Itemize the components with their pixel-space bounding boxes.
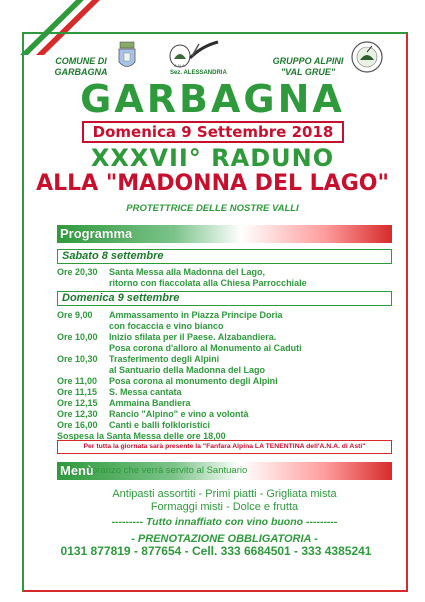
event-date: Domenica 9 Settembre 2018 bbox=[92, 123, 334, 141]
time: Ore 10,30 bbox=[57, 354, 98, 364]
time: Ore 9,00 bbox=[57, 310, 93, 320]
time: Ore 11,00 bbox=[57, 376, 98, 386]
menu-label: Menù bbox=[60, 463, 94, 478]
time: Ore 16,00 bbox=[57, 420, 98, 430]
phone-numbers: 0131 877819 - 877654 - Cell. 333 6684501 - 333 4385241 bbox=[60, 544, 372, 558]
program-row: Ore 16,00 Canti e balli folkloristici bbox=[57, 420, 211, 430]
program-row: Ore 10,30 Trasferimento degli Alpini al Santuario della Madonna del Lago bbox=[57, 354, 266, 375]
menu-tutto: --------- Tutto innaffiato con vino buono --------- bbox=[111, 516, 338, 528]
program-row: Ore 10,00 Inizio sfilata per il Paese. Alzabandiera. Posa corona d'alloro al Monumento ai Caduti bbox=[57, 332, 302, 353]
time: Ore 10,00 bbox=[57, 332, 98, 342]
ana-logo-text: A.N.A. bbox=[174, 63, 186, 68]
program-row: Ore 12,15 Ammaina Bandiera bbox=[57, 398, 191, 408]
programma-label: Programma bbox=[60, 226, 133, 241]
ana-hat-feather-icon bbox=[168, 40, 220, 70]
menu-line-2: Formaggi misti - Dolce e frutta bbox=[150, 501, 299, 513]
domenica-heading: Domenica 9 settembre bbox=[57, 291, 392, 306]
time: Ore 20,30 bbox=[57, 267, 98, 277]
main-title: GARBAGNA bbox=[80, 77, 345, 121]
time: Ore 12,30 bbox=[57, 409, 98, 419]
subtitle: PROTETTRICE DELLE NOSTRE VALLI bbox=[126, 203, 299, 214]
prenotazione: - PRENOTAZIONE OBBLIGATORIA - bbox=[131, 533, 318, 545]
raduno-title: XXXVII° RADUNO bbox=[90, 144, 335, 172]
comune-coat-of-arms-icon bbox=[116, 40, 138, 74]
menu-intro: pranzo che verrà servito al Santuario bbox=[92, 465, 248, 476]
sospesa-note: Sospesa la Santa Messa delle ore 18,00 bbox=[57, 431, 226, 441]
program-row: Ore 12,30 Rancio "Alpino" e vino a volontà bbox=[57, 409, 249, 419]
program-row: Ore 11,00 Posa corona al monumento degli Alpini bbox=[57, 376, 278, 386]
ana-logo bbox=[168, 40, 220, 70]
menu-line-1: Antipasti assortiti - Primi piatti - Grigliata mista bbox=[112, 488, 337, 500]
program-row: Ore 9,00 Ammassamento in Piazza Principe Doria con focaccia e vino bianco bbox=[57, 310, 283, 331]
sabato-heading: Sabato 8 settembre bbox=[57, 249, 392, 264]
ana-section-label: Sez. ALESSANDRIA bbox=[170, 70, 227, 76]
event-date-box bbox=[82, 121, 344, 143]
time: Ore 11,15 bbox=[57, 387, 98, 397]
fanfara-notice: Per tutta la giornata sarà presente la "Fanfara Alpina LA TENENTINA dell'A.N.A. di Asti" bbox=[57, 440, 392, 454]
time: Ore 12,15 bbox=[57, 398, 98, 408]
madonna-title: ALLA "MADONNA DEL LAGO" bbox=[36, 171, 389, 196]
sabato-row: Ore 20,30 Santa Messa alla Madonna del Lago, ritorno con fiaccolata alla Chiesa Parrocchiale bbox=[57, 267, 307, 288]
program-row: Ore 11,15 S. Messa cantata bbox=[57, 387, 182, 397]
gruppo-alpini-seal-icon bbox=[350, 40, 384, 74]
comune-label: COMUNE DI GARBAGNA bbox=[54, 56, 108, 77]
gruppo-label: GRUPPO ALPINI "VAL GRUE" bbox=[272, 56, 344, 77]
